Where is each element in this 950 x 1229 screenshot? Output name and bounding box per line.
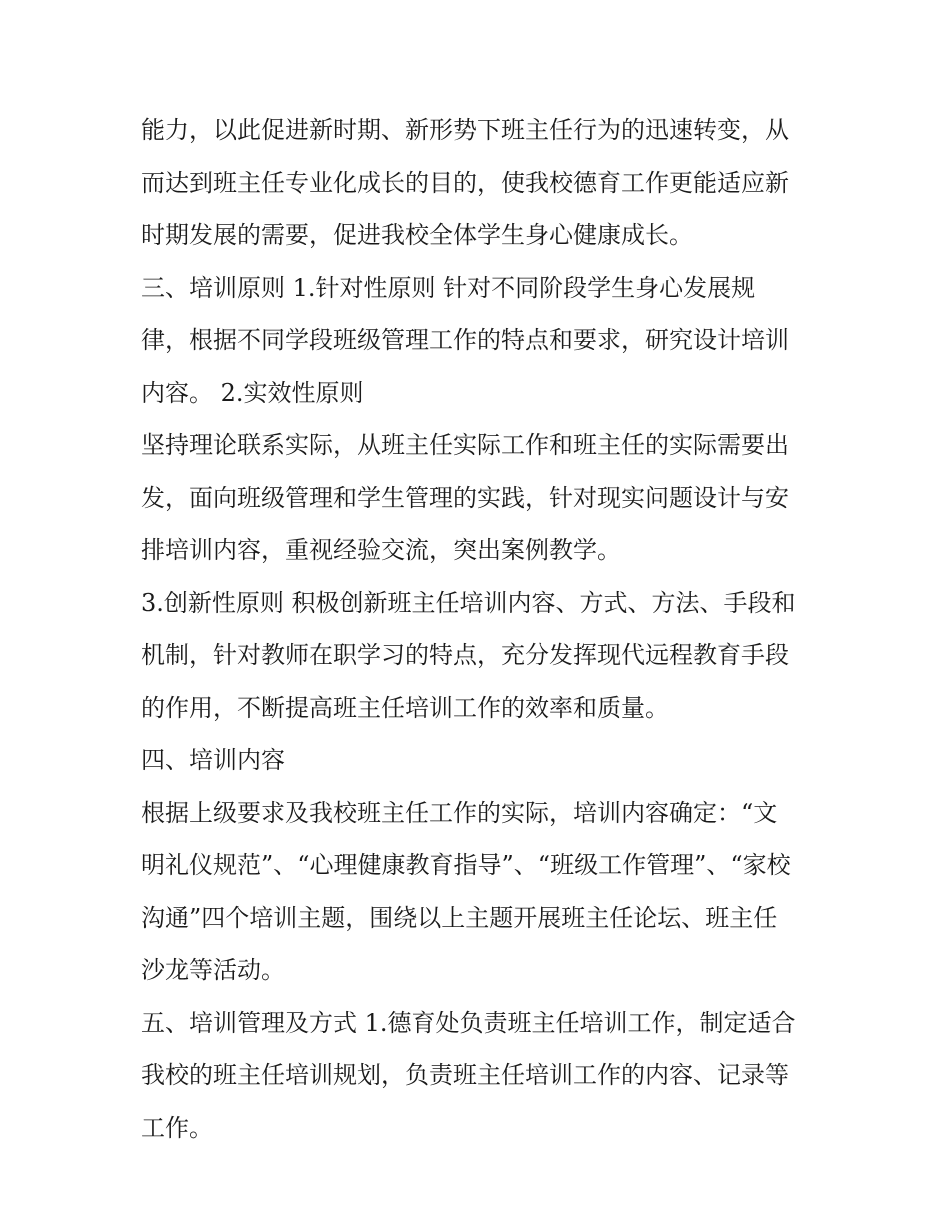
text-line: 时期发展的需要，促进我校全体学生身心健康成长。 <box>141 221 693 249</box>
text-line: 内容。 2.实效性原则 <box>141 378 364 407</box>
text-line: 机制，针对教师在职学习的特点，充分发挥现代远程教育手段 <box>141 641 789 669</box>
text-line: 排培训内容，重视经验交流，突出案例教学。 <box>141 536 621 564</box>
section-heading-line: 五、培训管理及方式 1.德育处负责班主任培训工作，制定适合 <box>141 1008 796 1037</box>
text-line: 律，根据不同学段班级管理工作的特点和要求，研究设计培训 <box>141 326 789 354</box>
text-line: 3.创新性原则 积极创新班主任培训内容、方式、方法、手段和 <box>141 588 796 617</box>
text-line: 发，面向班级管理和学生管理的实践，针对现实问题设计与安 <box>141 483 789 512</box>
text-line: 的作用，不断提高班主任培训工作的效率和质量。 <box>141 693 669 722</box>
text-line: 根据上级要求及我校班主任工作的实际，培训内容确定：“文 <box>141 798 778 827</box>
text-line: 我校的班主任培训规划，负责班主任培训工作的内容、记录等 <box>141 1061 789 1089</box>
text-line: 沙龙等活动。 <box>141 956 285 984</box>
text-line: 明礼仪规范”、“心理健康教育指导”、“班级工作管理”、“家校 <box>141 851 791 879</box>
document-body <box>141 108 821 1158</box>
text-line: 能力，以此促进新时期、新形势下班主任行为的迅速转变，从 <box>141 116 789 144</box>
text-line: 而达到班主任专业化成长的目的，使我校德育工作更能适应新 <box>141 168 789 197</box>
section-heading-line: 三、培训原则 1.针对性原则 针对不同阶段学生身心发展规 <box>141 273 756 302</box>
section-heading: 四、培训内容 <box>141 746 285 774</box>
text-line: 工作。 <box>141 1113 213 1142</box>
text-line: 沟通”四个培训主题，围绕以上主题开展班主任论坛、班主任 <box>141 903 778 932</box>
text-line: 坚持理论联系实际，从班主任实际工作和班主任的实际需要出 <box>141 431 789 459</box>
